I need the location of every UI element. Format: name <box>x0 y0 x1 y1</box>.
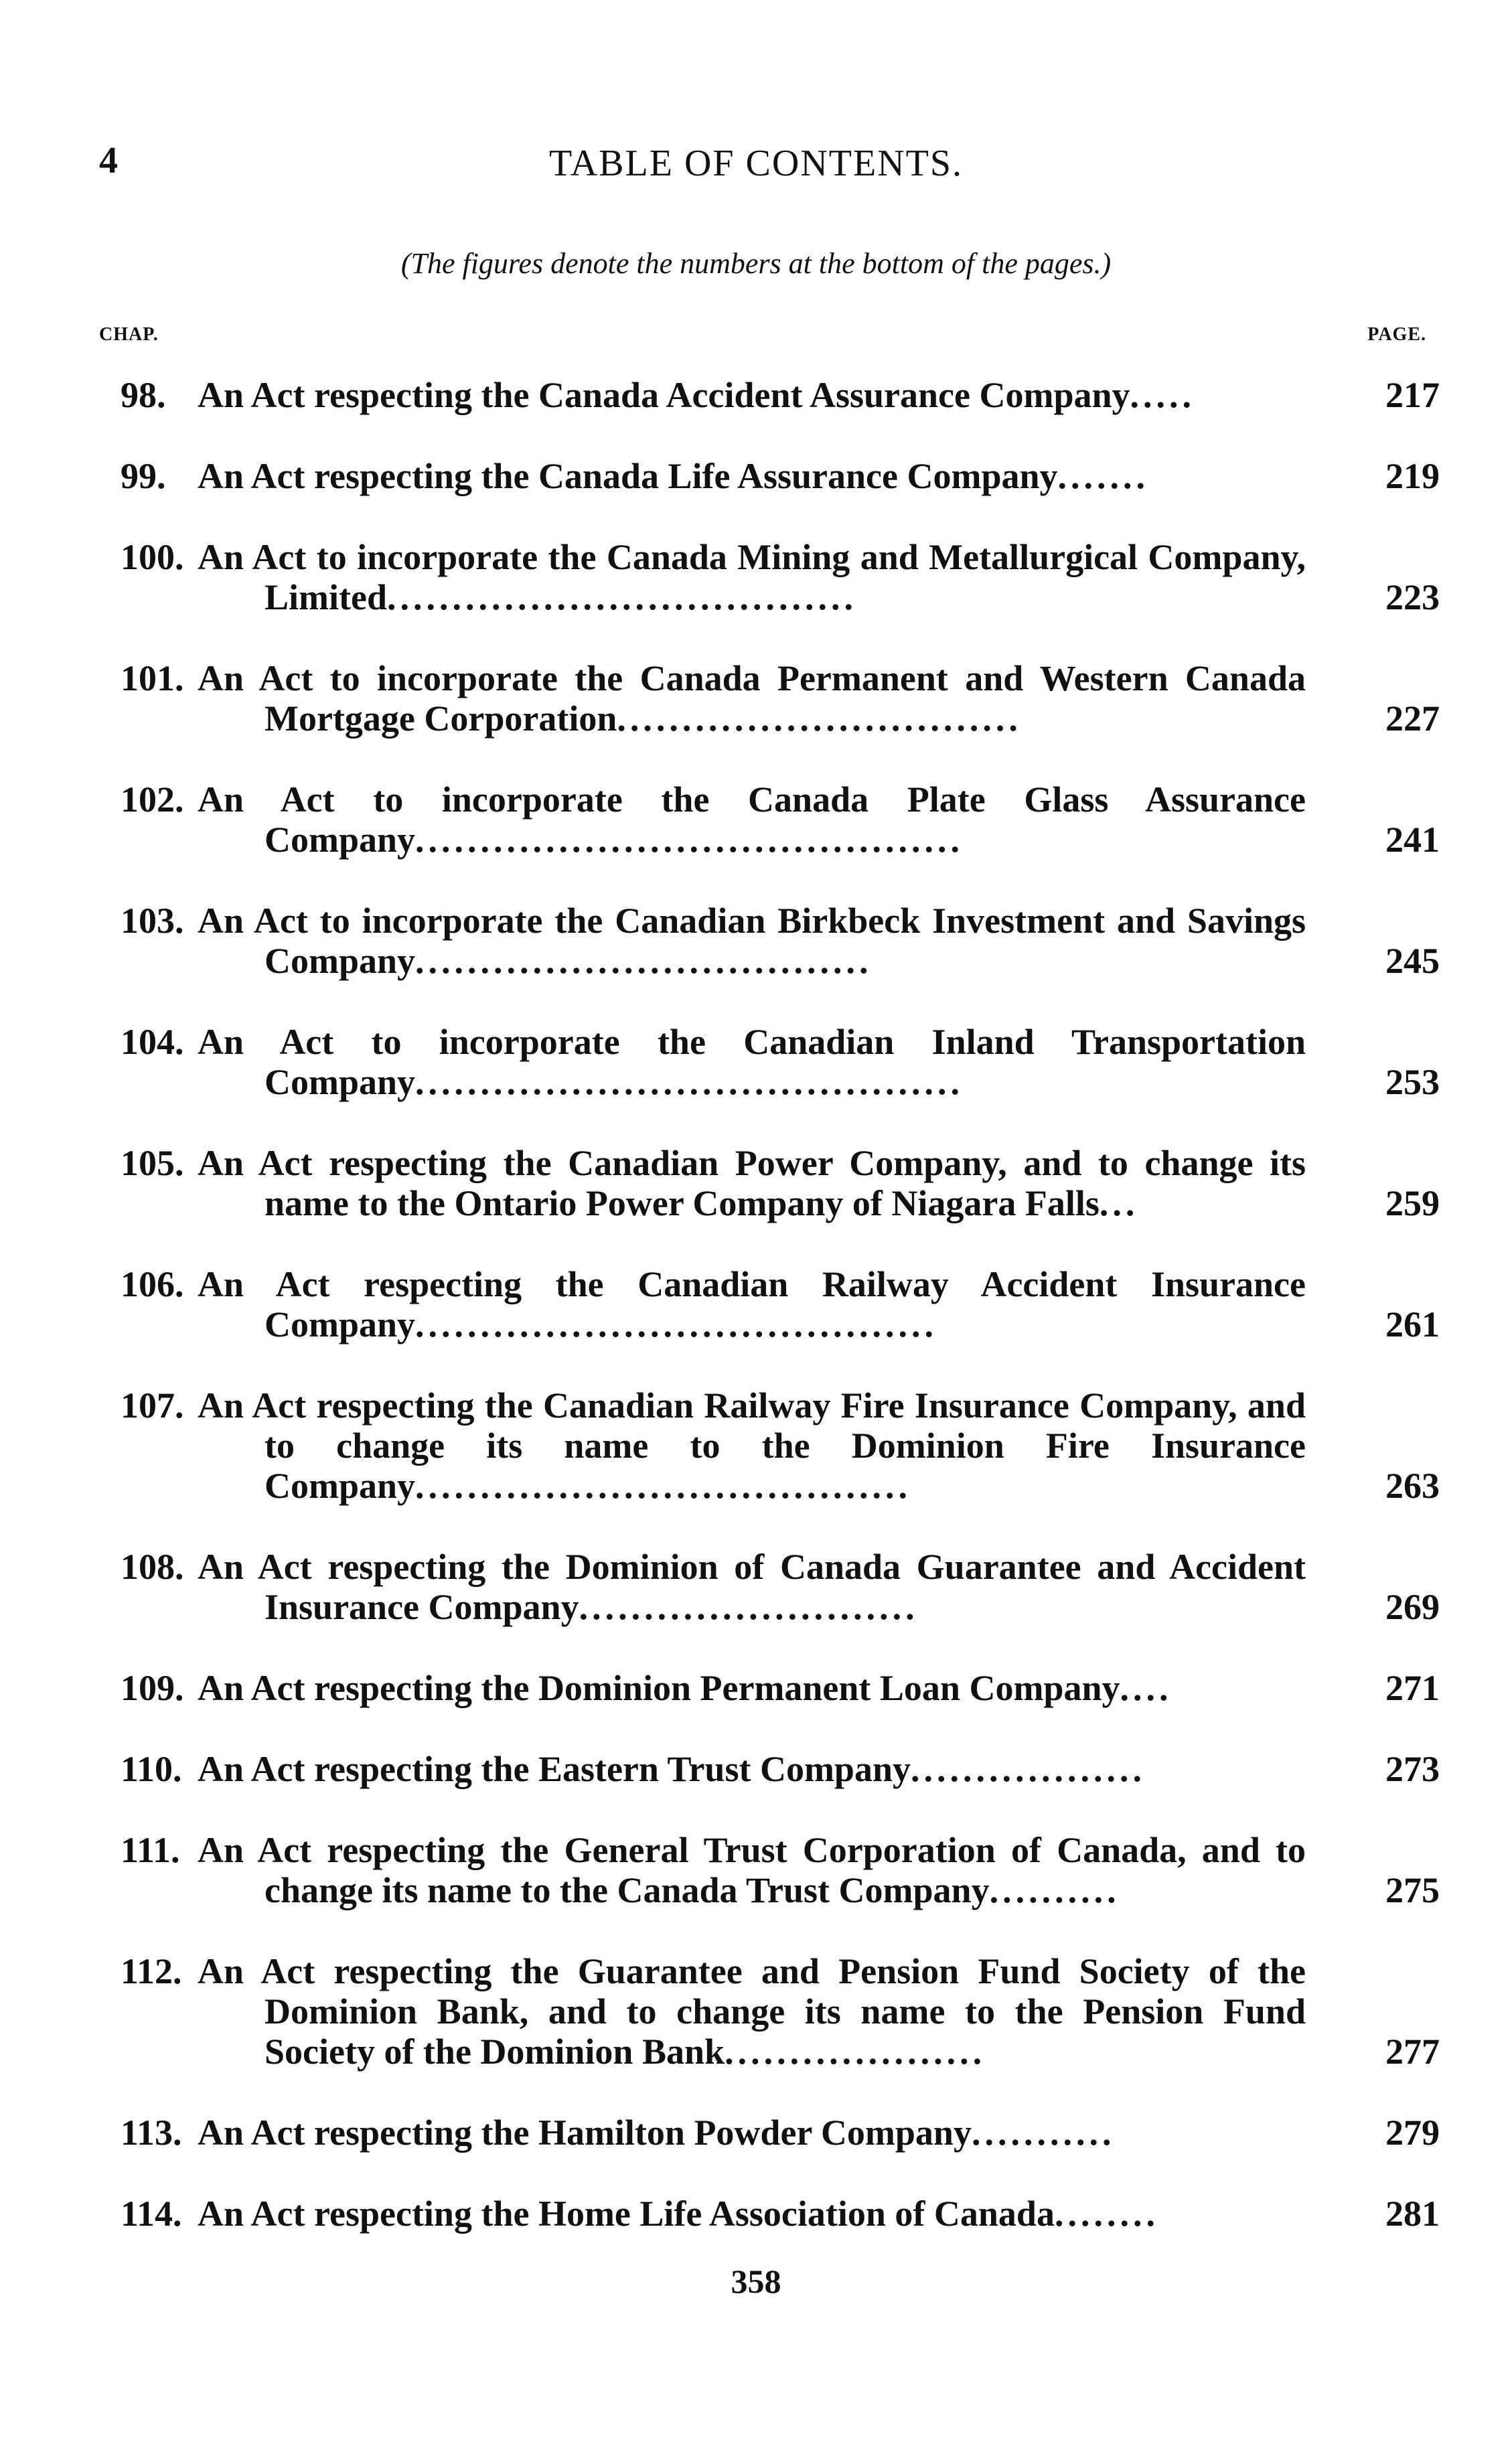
chapter-number: 108. <box>121 1547 184 1587</box>
page-column-header: PAGE. <box>1367 324 1426 345</box>
chapter-number: 113. <box>121 2113 182 2153</box>
chapter-number: 107. <box>121 1385 184 1426</box>
toc-entry <box>121 1143 1440 1223</box>
dot-leader: ...................................... <box>415 1466 912 1506</box>
toc-entry <box>121 537 1440 617</box>
dot-leader: .......................................... <box>415 1062 964 1102</box>
page-reference: 277 <box>1385 2032 1440 2072</box>
chapter-number: 106. <box>121 1264 184 1304</box>
dot-leader: .... <box>1120 1668 1173 1708</box>
act-title: An Act respecting the Canadian Power Company, and to change its name to the Ontario Power Company of Niagara Falls... <box>198 1143 1306 1223</box>
page-title: TABLE OF CONTENTS. <box>549 143 963 184</box>
chapter-number: 112. <box>121 1951 182 1991</box>
dot-leader: ........................................ <box>415 1304 938 1345</box>
act-title: An Act to incorporate the Canada Permanent and Western Canada Mortgage Corporation............................... <box>198 658 1306 739</box>
chapter-number: 105. <box>121 1143 184 1183</box>
page-reference: 263 <box>1385 1466 1440 1506</box>
dot-leader: .......................... <box>579 1587 919 1627</box>
act-title: An Act to incorporate the Canadian Inland Transportation Company.......................................... <box>198 1022 1306 1102</box>
act-title: An Act respecting the Canadian Railway Fire Insurance Company, and to change its name to the Dominion Fire Insurance Company...................................... <box>198 1385 1306 1506</box>
act-title: An Act to incorporate the Canadian Birkbeck Investment and Savings Company................................... <box>198 901 1306 981</box>
dot-leader: ........ <box>1054 2194 1159 2234</box>
toc-entry <box>121 456 1440 496</box>
act-title: An Act respecting the Canadian Railway Accident Insurance Company........................................ <box>198 1264 1306 1345</box>
chapter-number: 102. <box>121 779 184 820</box>
act-title: An Act respecting the Canada Life Assurance Company....... <box>198 456 1150 496</box>
dot-leader: ..... <box>1130 375 1196 415</box>
chapter-number: 103. <box>121 901 184 941</box>
toc-entry <box>121 1022 1440 1102</box>
act-title: An Act respecting the Eastern Trust Company.................. <box>198 1749 1146 1789</box>
footer-page-number: 358 <box>731 2263 781 2300</box>
dot-leader: .......... <box>989 1870 1120 1910</box>
act-title: An Act to incorporate the Canada Plate Glass Assurance Company.......................................... <box>198 779 1306 860</box>
figures-note: (The figures denote the numbers at the bottom of the pages.) <box>400 247 1112 280</box>
toc-entry <box>121 1264 1440 1345</box>
toc-entry <box>121 1668 1440 1708</box>
act-title: An Act respecting the Home Life Association of Canada........ <box>198 2194 1159 2234</box>
page-reference: 241 <box>1385 820 1440 860</box>
page-reference: 269 <box>1385 1587 1440 1627</box>
page-reference: 219 <box>1385 456 1440 496</box>
act-title: An Act respecting the General Trust Corporation of Canada, and to change its name to the Canada Trust Company.......... <box>198 1830 1306 1910</box>
page-reference: 253 <box>1385 1062 1440 1102</box>
dot-leader: ................................... <box>415 941 873 981</box>
toc-entry <box>121 901 1440 981</box>
chapter-number: 111. <box>121 1830 180 1870</box>
dot-leader: ....... <box>1057 456 1150 496</box>
dot-leader: ... <box>1099 1183 1139 1223</box>
act-title: An Act respecting the Hamilton Powder Company........... <box>198 2113 1116 2153</box>
dot-leader: ........... <box>971 2113 1116 2153</box>
toc-entry <box>121 658 1440 739</box>
chapter-number: 99. <box>121 456 166 496</box>
act-title: An Act to incorporate the Canada Mining and Metallurgical Company, Limited.................................... <box>198 537 1306 617</box>
chapter-number: 114. <box>121 2194 182 2234</box>
toc-entry <box>121 1830 1440 1910</box>
dot-leader: .................................... <box>387 577 857 617</box>
toc-entry <box>121 1547 1440 1627</box>
page-reference: 227 <box>1385 698 1440 739</box>
chapter-number: 100. <box>121 537 184 577</box>
toc-entry <box>121 779 1440 860</box>
table-of-contents <box>121 375 1440 2275</box>
dot-leader: .................. <box>911 1749 1146 1789</box>
chapter-number: 98. <box>121 375 166 415</box>
chapter-number: 109. <box>121 1668 184 1708</box>
toc-entry <box>121 1749 1440 1789</box>
act-title: An Act respecting the Dominion of Canada Guarantee and Accident Insurance Company.......................... <box>198 1547 1306 1627</box>
act-title: An Act respecting the Canada Accident Assurance Company..... <box>198 375 1196 415</box>
page-reference: 217 <box>1385 375 1440 415</box>
toc-entry <box>121 2194 1440 2234</box>
page-reference: 271 <box>1385 1668 1440 1708</box>
chapter-number: 101. <box>121 658 184 698</box>
chapter-column-header: CHAP. <box>99 324 159 345</box>
page-reference: 223 <box>1385 577 1440 617</box>
page-reference: 261 <box>1385 1304 1440 1345</box>
page-reference: 279 <box>1385 2113 1440 2153</box>
page-reference: 259 <box>1385 1183 1440 1223</box>
act-title: An Act respecting the Dominion Permanent Loan Company.... <box>198 1668 1173 1708</box>
page-number: 4 <box>99 140 118 181</box>
chapter-number: 110. <box>121 1749 182 1789</box>
page-reference: 273 <box>1385 1749 1440 1789</box>
toc-entry <box>121 1951 1440 2072</box>
act-title: An Act respecting the Guarantee and Pension Fund Society of the Dominion Bank, and to change its name to the Pension Fund Society of the Dominion Bank.................... <box>198 1951 1306 2072</box>
dot-leader: ............................... <box>617 698 1022 739</box>
page-reference: 281 <box>1385 2194 1440 2234</box>
page-reference: 245 <box>1385 941 1440 981</box>
toc-entry <box>121 1385 1440 1506</box>
toc-entry <box>121 2113 1440 2153</box>
dot-leader: .......................................... <box>415 820 964 860</box>
chapter-number: 104. <box>121 1022 184 1062</box>
page-reference: 275 <box>1385 1870 1440 1910</box>
dot-leader: .................... <box>725 2032 986 2072</box>
toc-entry <box>121 375 1440 415</box>
